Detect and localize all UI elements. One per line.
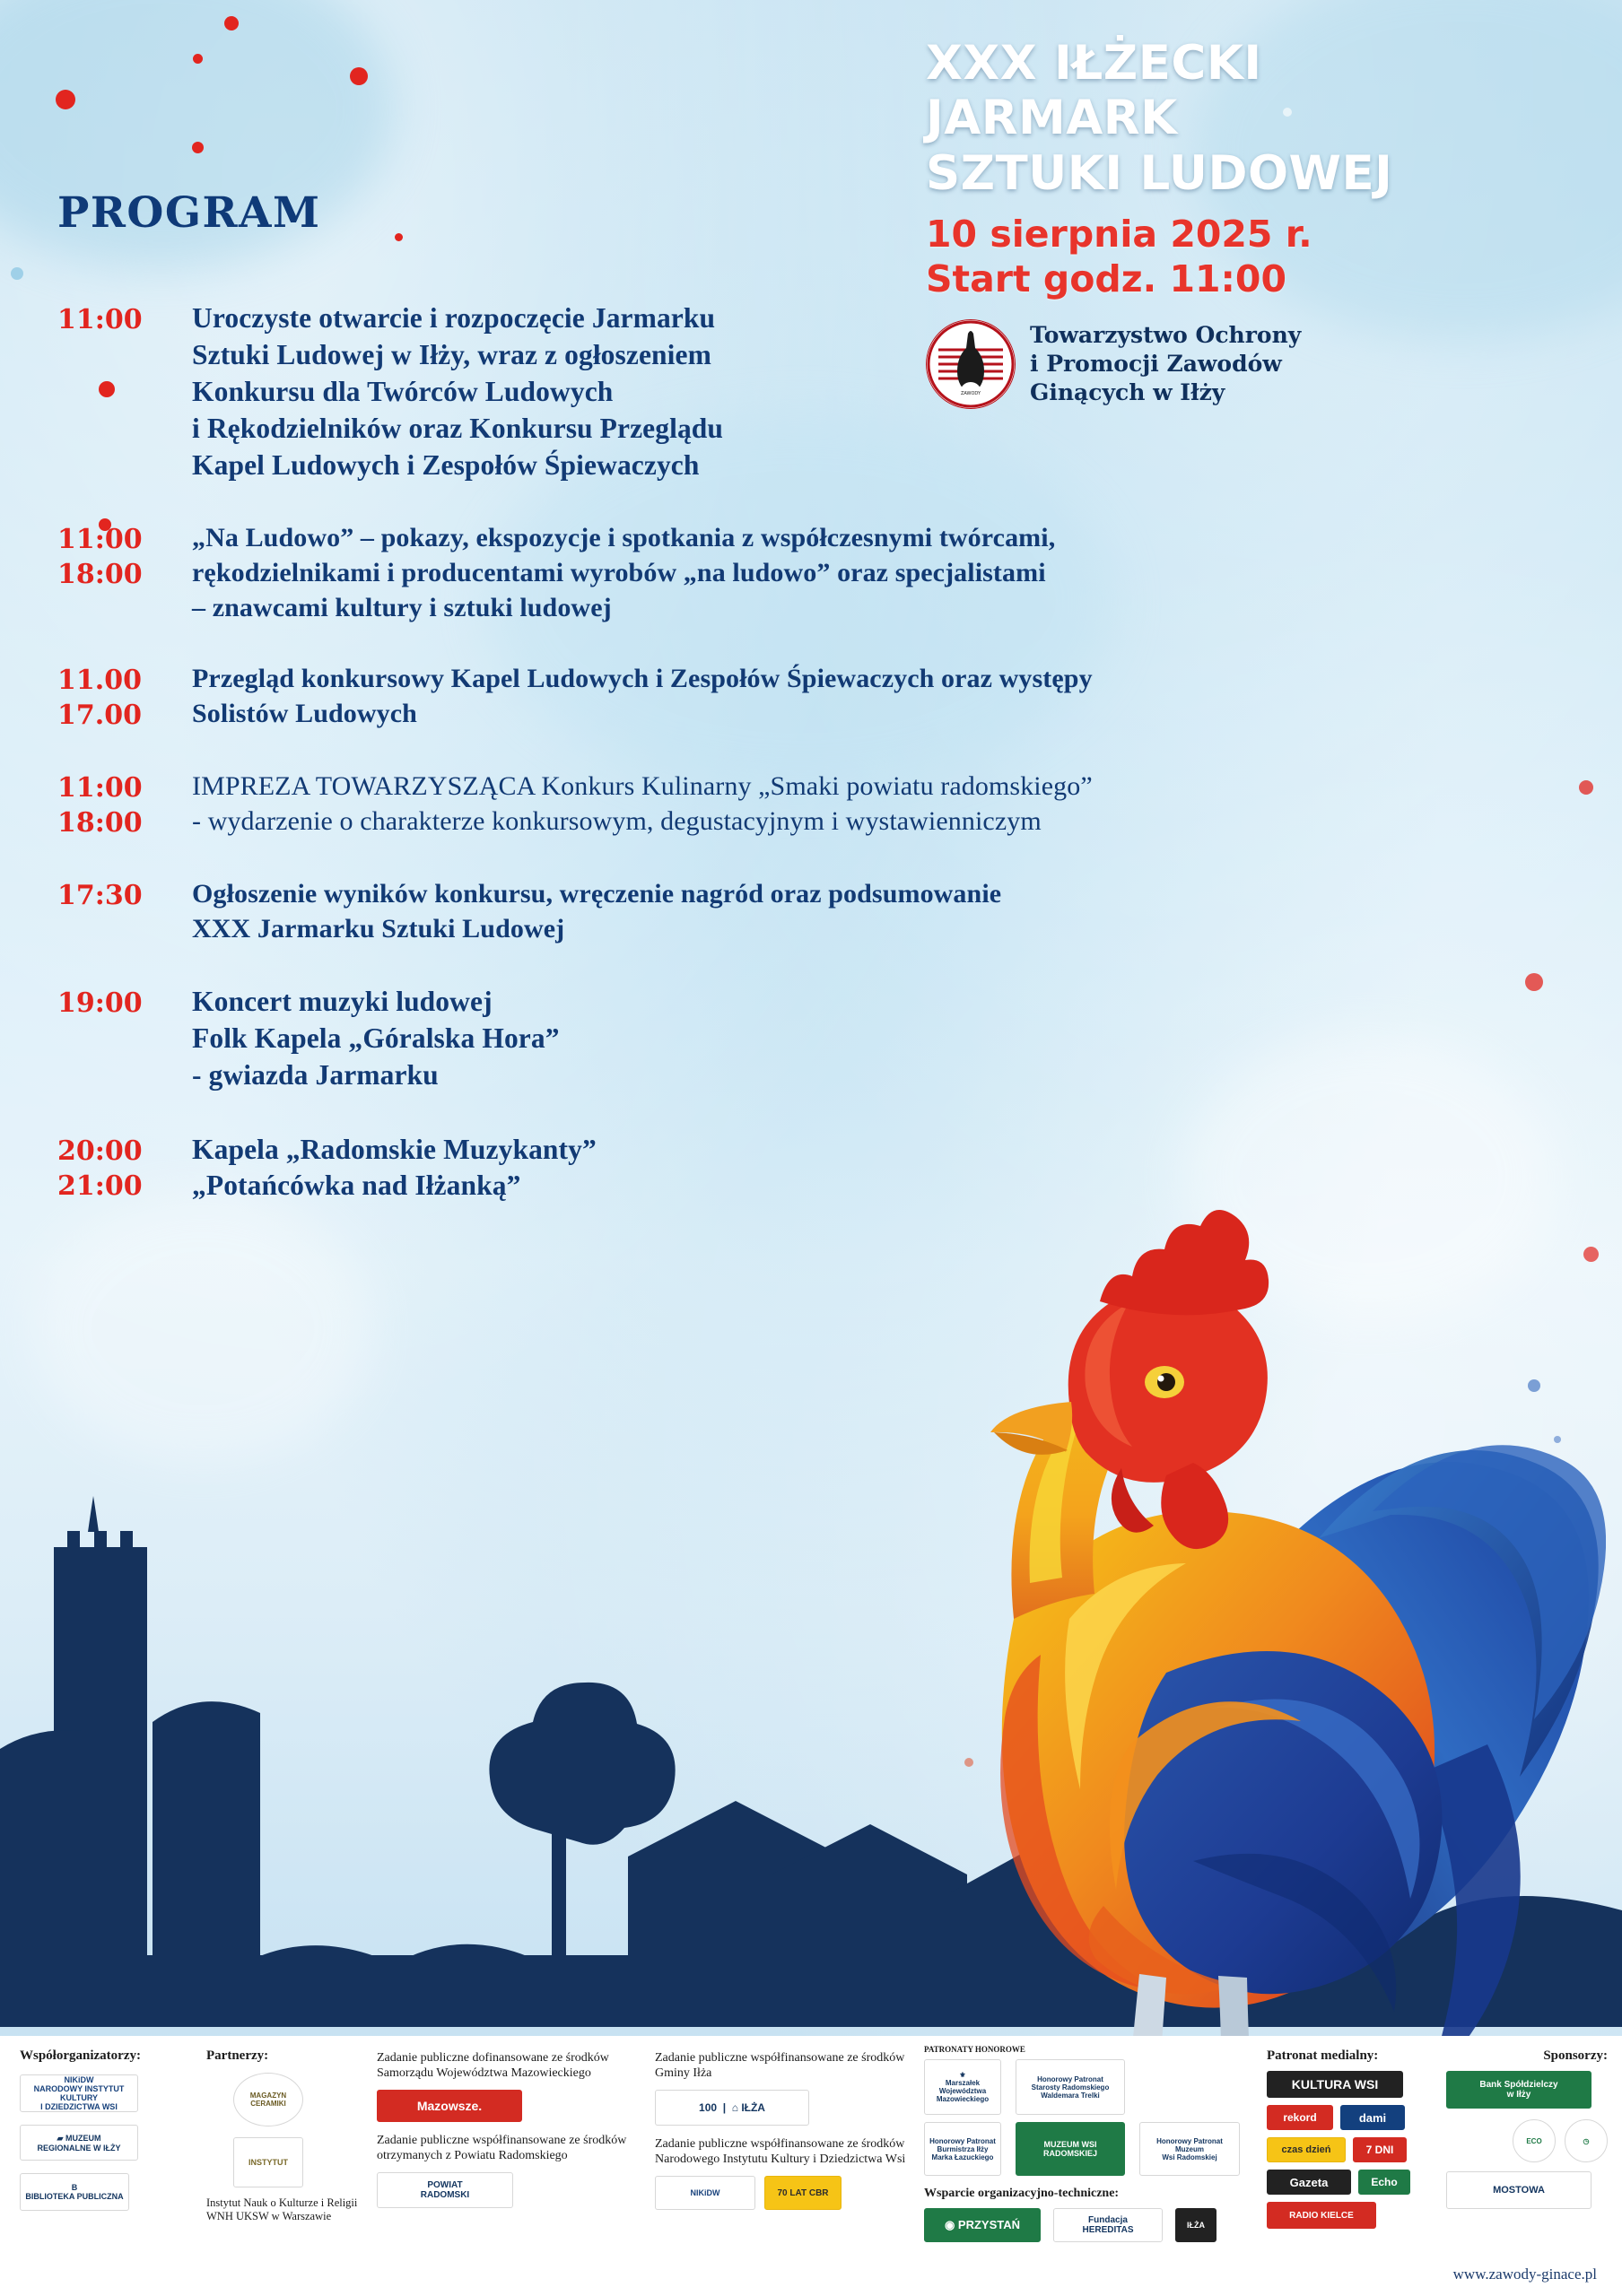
- desc-line: Konkursu dla Twórców Ludowych: [192, 375, 614, 407]
- logo-bank-spoldzielczy: Bank Spółdzielczy w Iłży: [1446, 2071, 1591, 2109]
- time-value: 17:30: [57, 879, 143, 911]
- logo-mazowsze: Mazowsze.: [377, 2090, 522, 2122]
- desc-line: Sztuki Ludowej w Iłży, wraz z ogłoszeniem: [192, 338, 711, 370]
- patronage-label: PATRONATY HONOROWE: [924, 2045, 1025, 2054]
- logo-7dni: 7 DNI: [1353, 2137, 1407, 2162]
- desc-line: - wydarzenie o charakterze konkursowym, degustacyjnym i wystawienniczym: [192, 805, 1042, 836]
- schedule-row: [57, 984, 1574, 1094]
- schedule-description: [192, 769, 1093, 840]
- logo-powiat-radomski: POWIAT RADOMSKI: [377, 2172, 513, 2208]
- page-title: [926, 36, 1572, 201]
- logo-fundacja-hereditas: Fundacja HEREDITAS: [1053, 2208, 1163, 2242]
- decorative-dot: [11, 267, 23, 280]
- desc-line: IMPREZA TOWARZYSZĄCA Konkurs Kulinarny „Smaki powiatu radomskiego”: [192, 770, 1093, 801]
- logo-magazyn-ceramiki: MAGAZYN CERAMIKI: [233, 2073, 303, 2126]
- logo-muzeum-regionalne: ▰ MUZEUM REGIONALNE W IŁŻY: [20, 2125, 138, 2161]
- organizer-line-2: i Promocji Zawodów: [1030, 351, 1282, 378]
- footer-column-mazowsze: [377, 2050, 646, 2208]
- title-line-3: SZTUKI LUDOWEJ: [926, 145, 1393, 201]
- logo-dami: dami: [1340, 2105, 1405, 2130]
- footer-sponsors: [0, 2036, 1622, 2296]
- decorative-dot: [56, 90, 75, 109]
- time-value: 11:00: [57, 771, 143, 804]
- desc-line: Kapela „Radomskie Muzykanty”: [192, 1133, 597, 1165]
- logo-starosta-radomski: Honorowy Patronat Starosty Radomskiego Waldemara Trelki: [1016, 2059, 1125, 2115]
- desc-line: XXX Jarmarku Sztuki Ludowej: [192, 913, 565, 944]
- time-value: 11:00: [57, 304, 143, 335]
- schedule-times: [57, 520, 192, 625]
- schedule-times: [57, 984, 192, 1094]
- logo-muzeum-wsi-radomskiej: MUZEUM WSI RADOMSKIEJ: [1016, 2122, 1125, 2176]
- mazowsze-funding-text: Zadanie publiczne dofinansowane ze środków Samorządu Województwa Mazowieckiego: [377, 2051, 609, 2081]
- time-value: 18:00: [57, 558, 143, 590]
- decorative-dot: [224, 16, 239, 30]
- decorative-dot: [395, 233, 403, 241]
- desc-line: Ogłoszenie wyników konkursu, wręczenie nagród oraz podsumowanie: [192, 878, 1002, 909]
- partners-caption: [206, 2196, 377, 2224]
- desc-line: Kapel Ludowych i Zespołów Śpiewaczych: [192, 448, 700, 481]
- desc-line: Przegląd konkursowy Kapel Ludowych i Zespołów Śpiewaczych oraz występy: [192, 663, 1093, 693]
- footer-column-ilza: [655, 2050, 924, 2210]
- desc-line: – znawcami kultury i sztuki ludowej: [192, 592, 612, 622]
- desc-line: „Potańcówka nad Iłżanką”: [192, 1170, 521, 1202]
- program-heading: PROGRAM: [57, 188, 321, 238]
- partners-label: Partnerzy:: [206, 2048, 269, 2063]
- time-value: 19:00: [57, 987, 143, 1019]
- schedule-description: [192, 520, 1055, 625]
- website-url[interactable]: www.zawody-ginace.pl: [1452, 2266, 1597, 2283]
- time-value: 21:00: [57, 1170, 143, 1202]
- footer-column-partners: [206, 2048, 377, 2224]
- title-line-2: JARMARK: [926, 91, 1178, 146]
- schedule-description: [192, 1132, 597, 1205]
- logo-echo: Echo: [1358, 2170, 1410, 2195]
- schedule-times: [57, 1132, 192, 1205]
- logo-radio-kielce: RADIO KIELCE: [1267, 2202, 1376, 2229]
- footer-column-sponsors: [1446, 2048, 1608, 2209]
- logo-kultura-wsi: KULTURA WSI: [1267, 2071, 1403, 2098]
- desc-line: Uroczyste otwarcie i rozpoczęcie Jarmarku: [192, 302, 716, 334]
- organizer-line-3: Ginących w Iłży: [1030, 379, 1225, 406]
- desc-line: Folk Kapela „Góralska Hora”: [192, 1022, 560, 1054]
- schedule-row: [57, 661, 1574, 733]
- logo-przystan: ◉ PRZYSTAŃ: [924, 2208, 1041, 2242]
- desc-line: i Rękodzielników oraz Konkursu Przeglądu: [192, 412, 724, 444]
- rooster-illustration: [745, 1117, 1606, 2130]
- title-line-1: XXX IŁŻECKI: [926, 36, 1262, 91]
- media-label: Patronat medialny:: [1267, 2048, 1379, 2063]
- logo-circle-2: ◷: [1565, 2119, 1608, 2162]
- time-value: 11:00: [57, 523, 143, 555]
- schedule-times: [57, 300, 192, 484]
- schedule-row: [57, 876, 1574, 946]
- footer-column-media: [1267, 2048, 1455, 2229]
- support-label: Wsparcie organizacyjno-techniczne:: [924, 2187, 1120, 2200]
- logo-nikidw: NIKiDW NARODOWY INSTYTUT KULTURY I DZIEDZICTWA WSI: [20, 2074, 138, 2112]
- schedule-description: [192, 300, 723, 484]
- time-value: 18:00: [57, 806, 143, 839]
- logo-instytut: INSTYTUT: [233, 2137, 303, 2187]
- nikidw-funding-text: Zadanie publiczne współfinansowane ze środków Narodowego Instytutu Kultury i Dziedzictwa Wsi: [655, 2137, 906, 2167]
- desc-line: Koncert muzyki ludowej: [192, 985, 493, 1017]
- logo-70-lat-cbr: 70 LAT CBR: [764, 2176, 842, 2210]
- program-schedule: [57, 300, 1574, 1235]
- decorative-dot: [193, 54, 203, 64]
- decorative-dot: [350, 67, 368, 85]
- schedule-times: [57, 661, 192, 733]
- schedule-description: [192, 876, 1001, 946]
- schedule-row: [57, 769, 1574, 840]
- desc-line: „Na Ludowo” – pokazy, ekspozycje i spotkania z współczesnymi twórcami,: [192, 522, 1056, 552]
- desc-line: Solistów Ludowych: [192, 698, 417, 728]
- schedule-row: [57, 300, 1574, 484]
- desc-line: rękodzielnikami i producentami wyrobów „na ludowo” oraz specjalistami: [192, 557, 1046, 587]
- ilza-funding-text: Zadanie publiczne współfinansowane ze środków Gminy Iłża: [655, 2051, 905, 2081]
- decorative-dot: [192, 142, 204, 153]
- logo-burmistrz-ilzy: Honorowy Patronat Burmistrza Iłży Marka Łazuckiego: [924, 2122, 1001, 2176]
- logo-nikidw-small: NIKiDW: [655, 2176, 755, 2210]
- logo-marszalek-mazowiecki: ⚜ Marszałek Województwa Mazowieckiego: [924, 2059, 1001, 2115]
- organizer-line-1: Towarzystwo Ochrony: [1030, 322, 1302, 349]
- logo-patronat-muzeum-wsi: Honorowy Patronat Muzeum Wsi Radomskiej: [1139, 2122, 1240, 2176]
- date-line: 10 sierpnia 2025 r.: [926, 213, 1312, 257]
- logo-gazeta: Gazeta: [1267, 2170, 1351, 2195]
- decorative-dot: [1579, 780, 1593, 795]
- time-value: 20:00: [57, 1135, 143, 1167]
- schedule-times: [57, 876, 192, 946]
- powiat-funding-text: Zadanie publiczne współfinansowane ze środków otrzymanych z Powiatu Radomskiego: [377, 2134, 627, 2163]
- event-date: [926, 212, 1572, 301]
- logo-mostowa: MOSTOWA: [1446, 2171, 1591, 2209]
- sponsors-label: Sponsorzy:: [1543, 2048, 1608, 2063]
- desc-line: - gwiazda Jarmarku: [192, 1058, 439, 1091]
- footer-column-coorganizers: [20, 2048, 181, 2211]
- logo-gmina-ilza: IŁŻA: [1175, 2208, 1216, 2242]
- svg-text:ZAWODY: ZAWODY: [960, 391, 981, 397]
- schedule-description: [192, 661, 1093, 733]
- schedule-row: [57, 520, 1574, 625]
- start-time-line: Start godz. 11:00: [926, 257, 1286, 301]
- schedule-description: [192, 984, 560, 1094]
- partners-caption-text: Instytut Nauk o Kulturze i Religii WNH UKSW w Warszawie: [206, 2196, 358, 2223]
- logo-biblioteka: B BIBLIOTEKA PUBLICZNA: [20, 2173, 129, 2211]
- time-value: 11.00: [57, 664, 142, 696]
- logo-rekord: rekord: [1267, 2105, 1333, 2130]
- footer-column-patronage: [924, 2045, 1292, 2242]
- logo-ilza: 100 | ⌂ IŁŻA: [655, 2090, 809, 2126]
- schedule-times: [57, 769, 192, 840]
- logo-czas-dzien: czas dzień: [1267, 2137, 1346, 2162]
- time-value: 17.00: [57, 699, 142, 731]
- logo-circle-1: ECO: [1513, 2119, 1556, 2162]
- coorganizers-label: Współorganizatorzy:: [20, 2048, 141, 2063]
